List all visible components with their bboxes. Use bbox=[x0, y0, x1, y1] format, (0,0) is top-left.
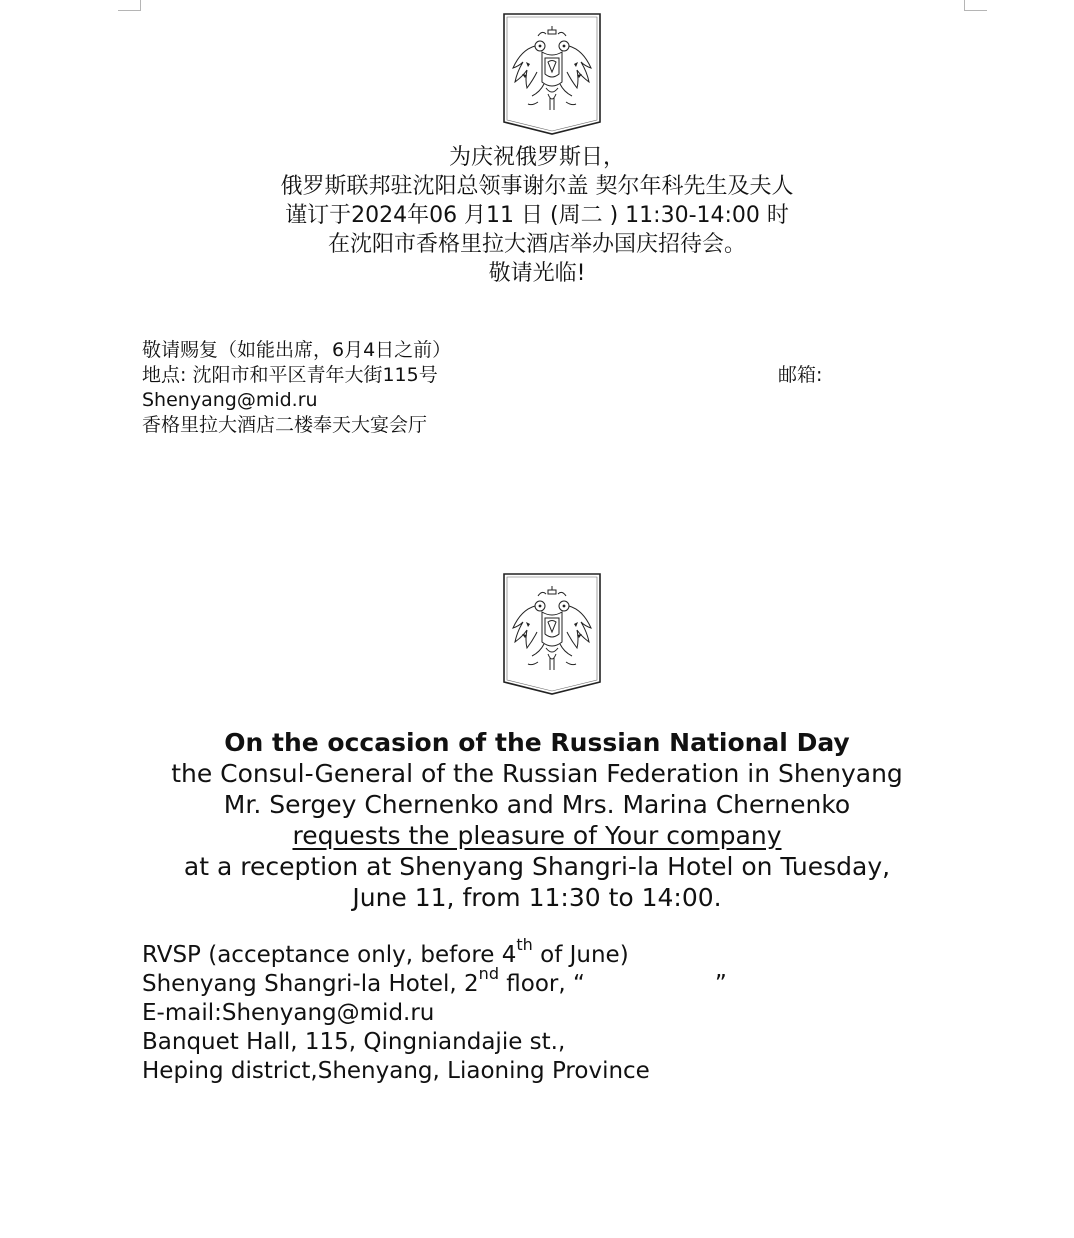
chinese-rsvp: 敬请赐复（如能出席，6月4日之前） bbox=[142, 339, 452, 361]
english-rsvp-prefix: RVSP (acceptance only, before 4 bbox=[142, 942, 517, 968]
chinese-address-row bbox=[142, 363, 862, 388]
russian-coat-of-arms-icon bbox=[502, 12, 602, 136]
chinese-address: 地点: 沈阳市和平区青年大街115号 bbox=[142, 364, 438, 386]
crop-mark-top-right bbox=[964, 0, 987, 11]
chinese-hall: 香格里拉大酒店二楼奉天大宴会厅 bbox=[142, 414, 428, 436]
russian-coat-of-arms-icon bbox=[502, 572, 602, 696]
chinese-line-1: 为庆祝俄罗斯日， bbox=[448, 145, 625, 170]
chinese-line-4: 在沈阳市香格里拉大酒店举办国庆招待会。 bbox=[327, 232, 746, 257]
english-rsvp-sup: th bbox=[516, 935, 533, 955]
chinese-line-5: 敬请光临! bbox=[488, 261, 586, 286]
english-invitation bbox=[0, 727, 1074, 913]
chinese-email-label: 邮箱: bbox=[778, 364, 823, 386]
english-line-5: June 11, from 11:30 to 14:00. bbox=[352, 883, 722, 912]
english-email: E-mail:Shenyang@mid.ru bbox=[142, 1000, 435, 1026]
english-details bbox=[142, 935, 862, 1086]
english-rsvp bbox=[142, 935, 862, 970]
crop-mark-top-left bbox=[118, 0, 141, 11]
english-title: On the occasion of the Russian National Day bbox=[224, 728, 850, 757]
chinese-details bbox=[142, 338, 862, 438]
english-floor-suffix: floor, “ bbox=[498, 971, 585, 997]
english-hall: Banquet Hall, 115, Qingniandajie st., bbox=[142, 1029, 566, 1055]
chinese-line-3: 谨订于2024年06 月11 日 (周二 ) 11:30-14:00 时 bbox=[285, 203, 789, 228]
chinese-invitation bbox=[0, 143, 1074, 288]
chinese-line-2: 俄罗斯联邦驻沈阳总领事谢尔盖 契尔年科先生及夫人 bbox=[280, 174, 794, 199]
english-district: Heping district,Shenyang, Liaoning Province bbox=[142, 1058, 650, 1084]
english-floor-prefix: Shenyang Shangri-la Hotel, 2 bbox=[142, 971, 479, 997]
english-line-4: at a reception at Shenyang Shangri-la Hotel on Tuesday, bbox=[183, 852, 891, 881]
english-line-2: Mr. Sergey Chernenko and Mrs. Marina Chernenko bbox=[223, 790, 851, 819]
chinese-email: Shenyang@mid.ru bbox=[142, 389, 318, 411]
english-line-3: requests the pleasure of Your company bbox=[292, 821, 782, 850]
english-rsvp-suffix: of June) bbox=[532, 942, 629, 968]
english-floor-sup: nd bbox=[478, 964, 499, 984]
english-floor-close: ” bbox=[714, 971, 727, 997]
english-line-1: the Consul-General of the Russian Federation in Shenyang bbox=[171, 759, 903, 788]
english-floor bbox=[142, 964, 862, 999]
